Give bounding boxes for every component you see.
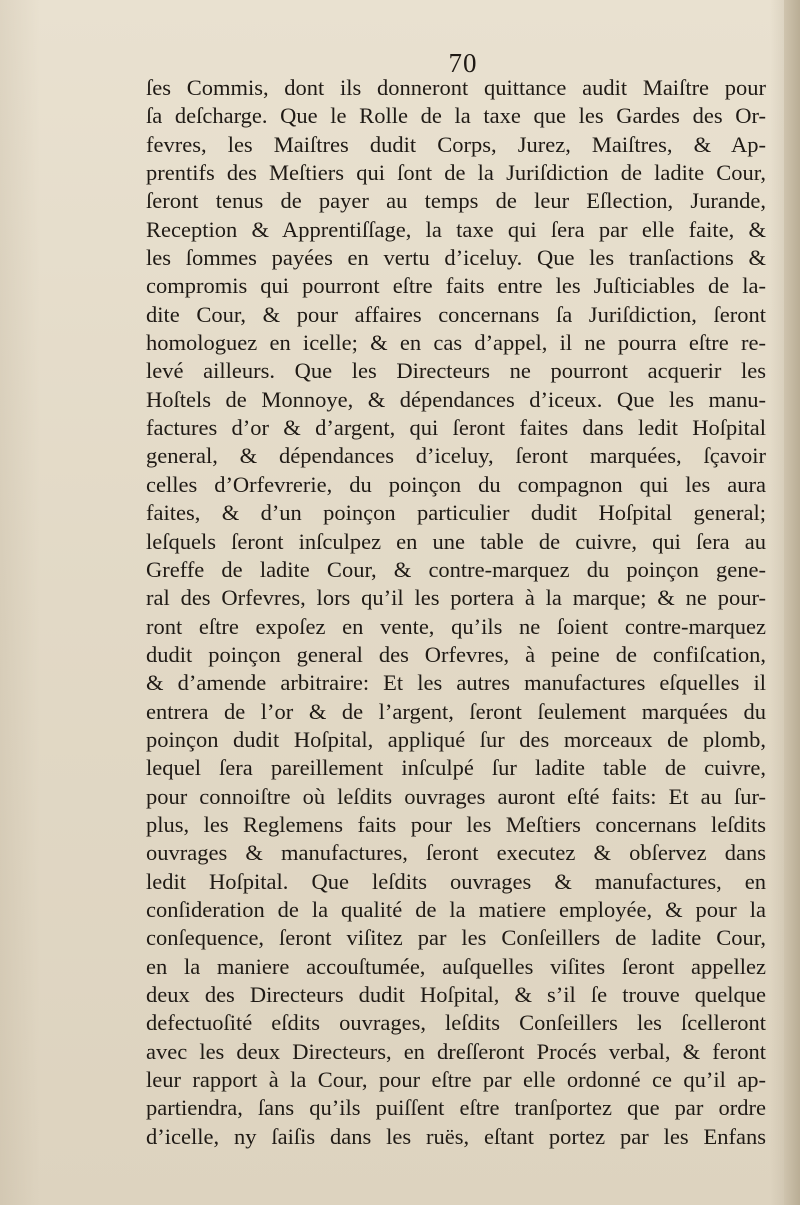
text-line: partiendra, ſans qu’ils puiſſent eſtre tranſportez que par ordre (146, 1095, 766, 1121)
text-line: pour connoiſtre où leſdits ouvrages auront eſté faits: Et au ſur- (146, 783, 766, 809)
text-line: avec les deux Directeurs, en dreſſeront Procés verbal, & feront (146, 1038, 766, 1064)
page-gutter-shadow (784, 0, 800, 1205)
text-line: en la maniere accouſtumée, auſquelles viſites ſeront appellez (146, 953, 766, 979)
text-line: conſideration de la qualité de la matiere employée, & pour la (146, 896, 766, 922)
text-line: celles d’Orfevrerie, du poinçon du compagnon qui les aura (146, 471, 766, 497)
text-line: Hoſtels de Monnoye, & dépendances d’iceux. Que les manu- (146, 386, 766, 412)
text-line: plus, les Reglemens faits pour les Meſtiers concernans leſdits (146, 811, 766, 837)
text-line: ledit Hoſpital. Que leſdits ouvrages & manufactures, en (146, 868, 766, 894)
text-line: general, & dépendances d’iceluy, ſeront marquées, ſçavoir (146, 443, 766, 469)
text-line: ſes Commis, dont ils donneront quittance audit Maiſtre pour (146, 75, 766, 100)
text-line: factures d’or & d’argent, qui ſeront faites dans ledit Hoſpital (146, 415, 766, 441)
text-line: defectuoſité eſdits ouvrages, leſdits Conſeillers les ſcelleront (146, 1010, 766, 1036)
text-line: dudit poinçon general des Orfevres, à peine de confiſcation, (146, 641, 766, 667)
page-number: 70 (448, 48, 478, 78)
text-line: les ſommes payées en vertu d’iceluy. Que les tranſactions & (146, 245, 766, 271)
text-line: leſquels ſeront inſculpez en une table de cuivre, qui ſera au (146, 528, 766, 554)
body-text (146, 74, 766, 1151)
text-line: ſeront tenus de payer au temps de leur Eſlection, Jurande, (146, 188, 766, 214)
text-line: Greffe de ladite Cour, & contre-marquez du poinçon gene- (146, 556, 766, 582)
text-line: lequel ſera pareillement inſculpé ſur ladite table de cuivre, (146, 755, 766, 781)
text-line: Reception & Apprentiſſage, la taxe qui ſera par elle faite, & (146, 216, 766, 242)
text-line: & d’amende arbitraire: Et les autres manufactures eſquelles il (146, 670, 766, 696)
text-line: faites, & d’un poinçon particulier dudit Hoſpital general; (146, 500, 766, 526)
text-line: homologuez en icelle; & en cas d’appel, il ne pourra eſtre re- (146, 330, 766, 356)
text-line: deux des Directeurs dudit Hoſpital, & s’il ſe trouve quelque (146, 982, 766, 1007)
text-line: compromis qui pourront eſtre faits entre les Juſticiables de la- (146, 273, 766, 299)
text-line: entrera de l’or & de l’argent, ſeront ſeulement marquées du (146, 698, 766, 724)
text-line: d’icelle, ny ſaiſis dans les ruës, eſtant portez par les Enfans (146, 1123, 766, 1149)
text-line: ouvrages & manufactures, ſeront executez & obſervez dans (146, 840, 766, 866)
text-line: dite Cour, & pour affaires concernans ſa Juriſdiction, ſeront (146, 301, 766, 327)
text-line: prentifs des Meſtiers qui ſont de la Juriſdiction de ladite Cour, (146, 160, 766, 186)
text-line: ſa deſcharge. Que le Rolle de la taxe que les Gardes des Or- (146, 103, 766, 129)
text-line: fevres, les Maiſtres dudit Corps, Jurez, Maiſtres, & Ap- (146, 131, 766, 157)
text-line: ral des Orfevres, lors qu’il les portera à la marque; & ne pour- (146, 585, 766, 611)
text-line: leur rapport à la Cour, pour eſtre par elle ordonné ce qu’il ap- (146, 1067, 766, 1093)
text-line: conſequence, ſeront viſitez par les Conſeillers de ladite Cour, (146, 925, 766, 951)
text-line: poinçon dudit Hoſpital, appliqué ſur des morceaux de plomb, (146, 726, 766, 752)
text-line: levé ailleurs. Que les Directeurs ne pourront acquerir les (146, 358, 766, 384)
text-line: ront eſtre expoſez en vente, qu’ils ne ſoient contre-marquez (146, 613, 766, 639)
